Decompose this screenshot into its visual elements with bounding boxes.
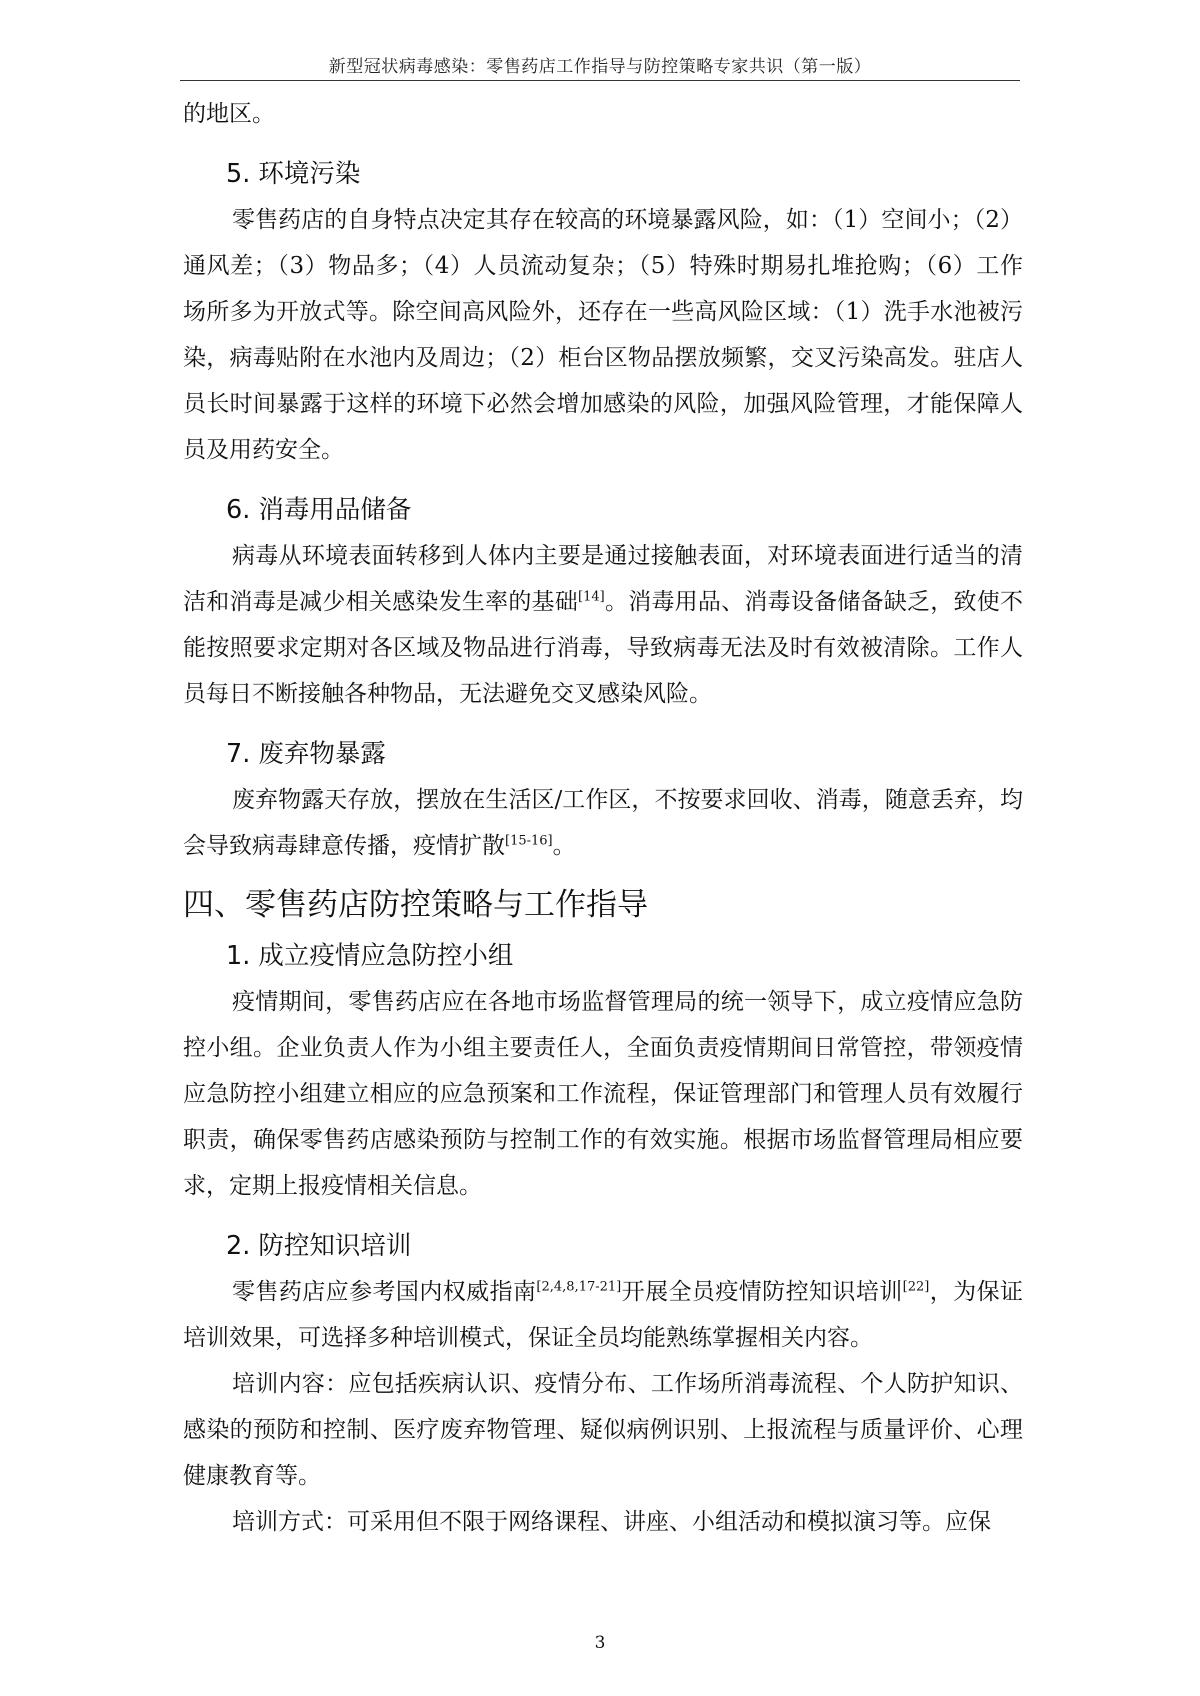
section-heading-disinfectant: 6. 消毒用品储备 [226, 495, 412, 525]
paragraph-training-method: 培训方式：可采用但不限于网络课程、讲座、小组活动和模拟演习等。应保 [232, 1509, 991, 1535]
section-heading-environment: 5. 环境污染 [226, 159, 361, 189]
continued-paragraph: 的地区。 [183, 101, 275, 127]
citation: [22] [902, 1279, 930, 1295]
paragraph-training-content: 培训内容：应包括疾病认识、疫情分布、工作场所消毒流程、个人防护知识、感染的预防和控制、医疗废弃物管理、疑似病例识别、上报流程与质量评价、心理健康教育等。 [183, 1371, 1023, 1489]
paragraph-task-force: 疫情期间，零售药店应在各地市场监督管理局的统一领导下，成立疫情应急防控小组。企业负责人作为小组主要责任人，全面负责疫情期间日常管控，带领疫情应急防控小组建立相应的应急预案和工作流程，保证管理部门和管理人员有效履行职责，确保零售药店感染预防与控制工作的有效实施。根据市场监督管理局相应要求，定期上报疫情相关信息。 [183, 989, 1023, 1199]
running-header: 新型冠状病毒感染：零售药店工作指导与防控策略专家共识（第一版） [328, 57, 872, 77]
paragraph-disinfectant [183, 533, 1023, 717]
text-run: 零售药店应参考国内权威指南 [232, 1279, 537, 1305]
citation: [15-16] [505, 833, 553, 849]
page-number: 3 [594, 1633, 606, 1653]
text-run: ，为保证培训效果，可选择多种培训模式，保证全员均能熟练掌握相关内容。 [183, 1279, 1024, 1351]
header-rule [180, 80, 1020, 81]
paragraph-waste [183, 777, 1023, 869]
section-heading-training: 2. 防控知识培训 [226, 1231, 412, 1261]
section-heading-task-force: 1. 成立疫情应急防控小组 [226, 941, 514, 971]
citation: [14] [578, 589, 605, 605]
section-heading-waste: 7. 废弃物暴露 [226, 739, 386, 769]
text-run: 废弃物露天存放，摆放在生活区/工作区，不按要求回收、消毒，随意丢弃，均会导致病毒肆意传播，疫情扩散 [183, 787, 1023, 859]
paragraph-environment: 零售药店的自身特点决定其存在较高的环境暴露风险，如：（1）空间小；（2）通风差；（3）物品多；（4）人员流动复杂；（5）特殊时期易扎堆抢购；（6）工作场所多为开放式等。除空间高风险外，还存在一些高风险区域：（1）洗手水池被污染，病毒贴附在水池内及周边；（2）柜台区物品摆放频繁，交叉污染高发。驻店人员长时间暴露于这样的环境下必然会增加感染的风险，加强风险管理，才能保障人员及用药安全。 [183, 207, 1023, 463]
paragraph-training [183, 1269, 1023, 1361]
text-run: 病毒从环境表面转移到人体内主要是通过接触表面，对环境表面进行适当的清洁和消毒是减少相关感染发生率的基础 [183, 543, 1023, 615]
page-content [183, 91, 1023, 1545]
citation: [2,4,8,17-21] [536, 1279, 622, 1295]
text-run: 开展全员疫情防控知识培训 [621, 1279, 903, 1305]
chapter-heading-strategy: 四、零售药店防控策略与工作指导 [183, 887, 648, 923]
text-run: 。 [552, 833, 576, 859]
text-run: 。消毒用品、消毒设备储备缺乏，致使不能按照要求定期对各区域及物品进行消毒，导致病毒无法及时有效被清除。工作人员每日不断接触各种物品，无法避免交叉感染风险。 [183, 589, 1024, 707]
